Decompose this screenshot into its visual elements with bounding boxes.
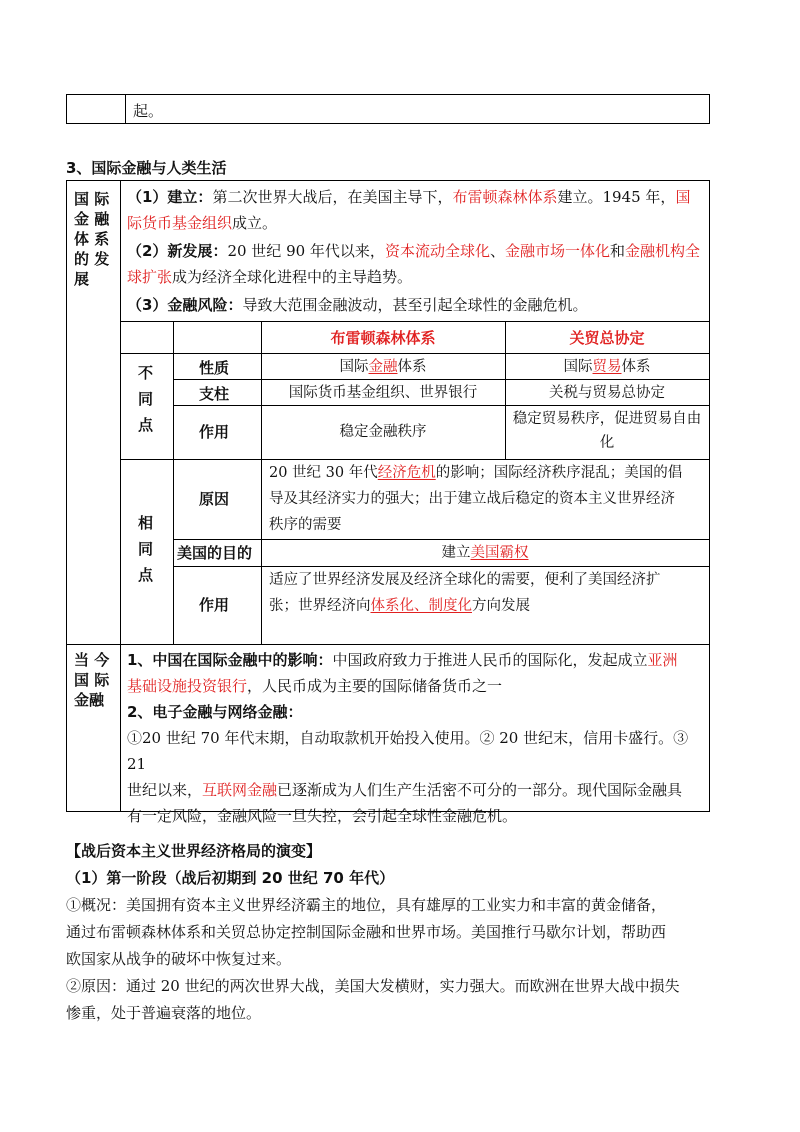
reason-text: 20 世纪 30 年代经济危机的影响；国际经济秩序混乱；美国的倡 导及其经济实力的强大；出于建立战后稳定的资本主义世界经济 秩序的需要 xyxy=(269,465,683,533)
overview-line-1: ①概况：美国拥有资本主义世界经济霸主的地位，具有雄厚的工业实力和丰富的黄金储备， xyxy=(66,896,667,914)
post-war-section xyxy=(66,838,736,1027)
paragraph-establish: （1）建立：第二次世界大战后，在美国主导下，布雷顿森林体系建立。1945 年，国 际货币基金组织成立。 xyxy=(127,188,691,232)
label-similarities: 相 同 点 xyxy=(138,514,154,584)
row-label-pillar: 支柱 xyxy=(199,385,230,403)
paragraph-financial-risk: （3）金融风险：导致大范围金融波动，甚至引起全球性的金融危机。 xyxy=(127,296,588,314)
pillar-bretton-woods: 国际货币基金组织、世界银行 xyxy=(288,385,478,401)
column-divider xyxy=(125,95,126,123)
comparison-table xyxy=(120,321,709,644)
finance-table xyxy=(66,180,710,825)
us-goal-text: 建立美国霸权 xyxy=(441,545,529,561)
col-header-gatt: 关贸总协定 xyxy=(569,329,645,347)
nature-gatt: 国际贸易体系 xyxy=(563,359,651,375)
post-war-title: 【战后资本主义世界经济格局的演变】 xyxy=(66,842,322,860)
reason-line-1: ②原因：通过 20 世纪的两次世界大战，美国大发横财，实力强大。而欧洲在世界大战中损失 xyxy=(66,977,680,995)
reason-line-2: 惨重，处于普遍衰落的地位。 xyxy=(66,1004,262,1022)
role-gatt: 稳定贸易秩序，促进贸易自由 化 xyxy=(512,411,702,451)
row-divider xyxy=(67,644,709,645)
col-header-bretton-woods: 布雷顿森林体系 xyxy=(330,329,436,347)
overview-line-2: 通过布雷顿森林体系和关贸总协定控制国际金融和世界市场。美国推行马歇尔计划，帮助西 xyxy=(66,923,667,941)
row-label-reason: 原因 xyxy=(199,490,230,508)
stage-one-heading: （1）第一阶段（战后初期到 20 世纪 70 年代） xyxy=(66,869,395,887)
nature-bretton-woods: 国际金融体系 xyxy=(339,359,427,375)
section-heading: 3、国际金融与人类生活 xyxy=(66,159,227,177)
role-same-text: 适应了世界经济发展及经济全球化的需要，便利了美国经济扩 张；世界经济向体系化、制度化方向发展 xyxy=(269,572,661,614)
paragraph-new-development: （2）新发展：20 世纪 90 年代以来，资本流动全球化、金融市场一体化和金融机构全 球扩张成为经济全球化进程中的主导趋势。 xyxy=(127,242,701,286)
label-differences: 不 同 点 xyxy=(138,364,154,434)
row-label-role: 作用 xyxy=(199,423,230,441)
label-modern-finance: 当 今 国 际 金融 xyxy=(74,651,110,709)
row-label-us-goal: 美国的目的 xyxy=(177,544,253,562)
row-label-role-same: 作用 xyxy=(199,596,230,614)
previous-table-row xyxy=(66,94,710,124)
row-label-nature: 性质 xyxy=(199,359,230,377)
paragraph-e-finance: 2、电子金融与网络金融： ①20 世纪 70 年代末期，自动取款机开始投入使用。② 20 世纪末，信用卡盛行。③ 21 世纪以来，互联网金融已逐渐成为人们生产生活密不可分的一部分。现代国际金融具 有一定风险，金融风险一旦失控，会引起全球性金融危机。 xyxy=(127,703,689,825)
role-bretton-woods: 稳定金融秩序 xyxy=(339,424,427,440)
paragraph-china-influence: 1、中国在国际金融中的影响：中国政府致力于推进人民币的国际化，发起成立亚洲 基础设施投资银行，人民币成为主要的国际储备货币之一 xyxy=(127,651,678,695)
row-text: 起。 xyxy=(133,102,164,120)
overview-line-3: 欧国家从战争的破坏中恢复过来。 xyxy=(66,950,292,968)
label-intl-finance-system: 国 际 金 融 体 系 的 发 展 xyxy=(74,190,110,288)
pillar-gatt: 关税与贸易总协定 xyxy=(549,385,665,401)
